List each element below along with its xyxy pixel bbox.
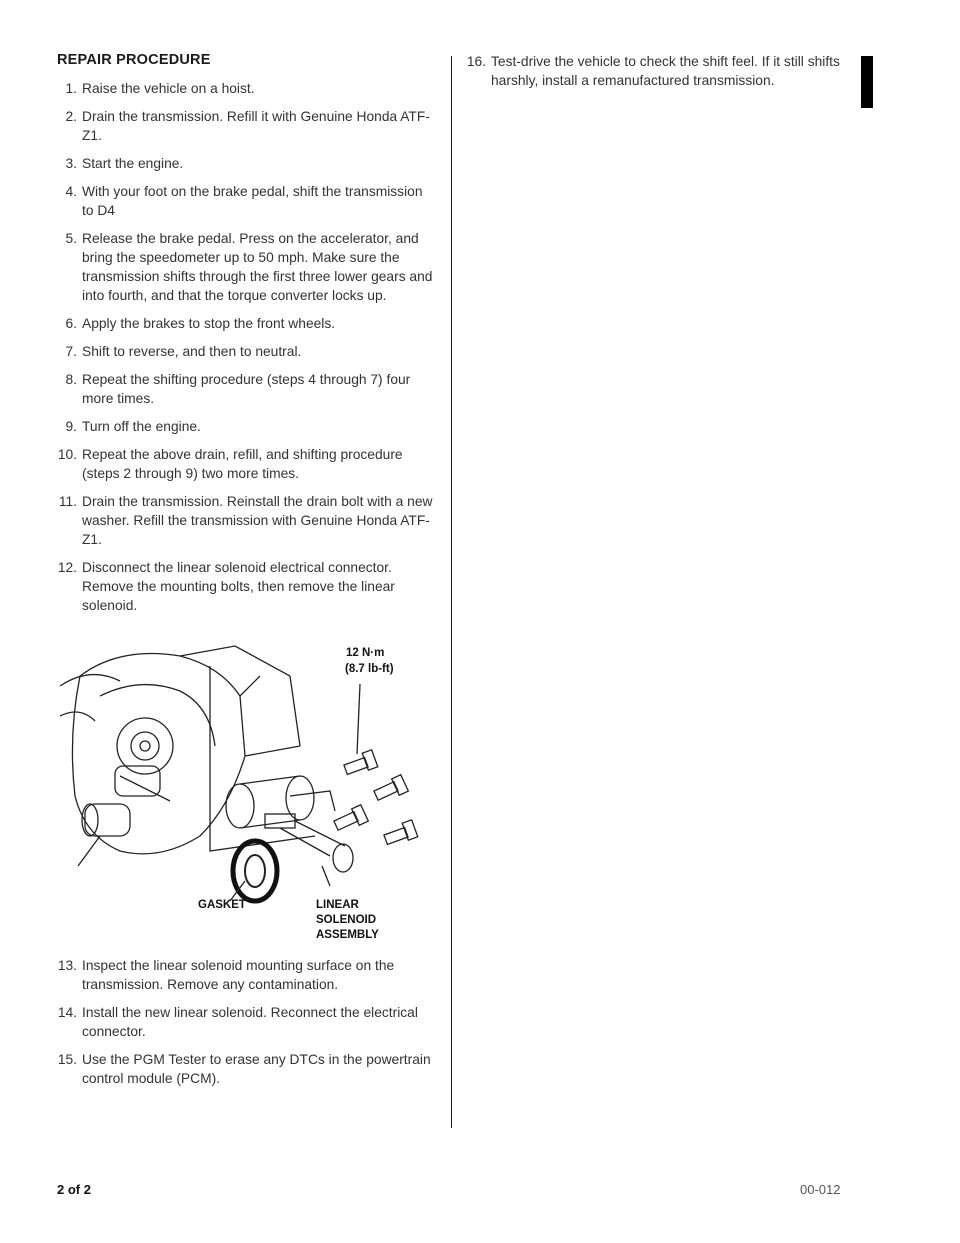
step-number: 7. [65,344,77,359]
list-item [57,956,437,994]
column-divider [451,56,452,1128]
step-number: 13. [57,958,77,973]
step-number: 5. [65,231,77,246]
step-text: Drain the transmission. Reinstall the drain bolt with a new washer. Refill the transmission with Genuine Honda ATF-Z1. [82,494,433,547]
step-text: Repeat the shifting procedure (steps 4 through 7) four more times. [82,372,411,406]
document-number: 00-012 [800,1182,841,1197]
step-number: 4. [65,184,77,199]
step-number: 14. [57,1005,77,1020]
list-item [57,107,437,145]
step-text: Test-drive the vehicle to check the shift feel. If it still shifts harshly, install a remanufactured transmission. [491,54,840,88]
solenoid-label-line2: SOLENOID [316,914,377,926]
step-number: 8. [65,372,77,387]
list-item [57,342,437,361]
list-item [57,314,437,333]
list-item [57,79,437,98]
step-number: 15. [57,1052,77,1067]
step-text: Start the engine. [82,156,184,171]
step-text: Repeat the above drain, refill, and shifting procedure (steps 2 through 9) two more times. [82,447,403,481]
step-number: 9. [65,419,77,434]
list-item [57,154,437,173]
step-number: 3. [65,156,77,171]
list-item [57,182,437,220]
list-item [57,1003,437,1041]
step-number: 2. [65,109,77,124]
list-item [466,52,851,90]
procedure-steps-list-1 [57,79,437,624]
step-number: 6. [65,316,77,331]
step-number: 16. [466,54,486,69]
step-text: Install the new linear solenoid. Reconnect the electrical connector. [82,1005,418,1039]
list-item [57,229,437,305]
list-item [57,492,437,549]
revision-bar [861,56,873,108]
page-number: 2 of 2 [57,1182,91,1197]
gasket-label: GASKET [198,899,246,911]
step-text: Inspect the linear solenoid mounting surface on the transmission. Remove any contamination. [82,958,395,992]
step-text: Drain the transmission. Refill it with Genuine Honda ATF-Z1. [82,109,430,143]
step-text: Shift to reverse, and then to neutral. [82,344,302,359]
step-text: Use the PGM Tester to erase any DTCs in the powertrain control module (PCM). [82,1052,431,1086]
step-number: 11. [58,494,77,509]
solenoid-label-line1: LINEAR [316,899,359,911]
solenoid-diagram [60,636,440,946]
step-text: With your foot on the brake pedal, shift the transmission to D4 [82,184,423,218]
torque-spec-value: 12 N·m [346,647,385,659]
step-text: Release the brake pedal. Press on the accelerator, and bring the speedometer up to 50 mph. Make sure the transmission shifts through the first three lower gears and into fourth, and that the torque converter locks up. [82,231,433,303]
step-text: Apply the brakes to stop the front wheels. [82,316,336,331]
list-item [57,370,437,408]
step-text: Turn off the engine. [82,419,201,434]
list-item [57,1050,437,1088]
step-text: Raise the vehicle on a hoist. [82,81,255,96]
procedure-steps-list-2 [57,956,437,1097]
solenoid-label-line3: ASSEMBLY [316,929,379,941]
procedure-steps-list-3 [466,52,851,90]
section-heading: REPAIR PROCEDURE [57,52,211,68]
step-text: Disconnect the linear solenoid electrical connector. Remove the mounting bolts, then remove the linear solenoid. [82,560,395,613]
list-item [57,558,437,615]
torque-spec-imperial: (8.7 lb-ft) [345,663,394,675]
step-number: 1. [65,81,77,96]
list-item [57,445,437,483]
list-item [57,417,437,436]
step-number: 10. [57,447,77,462]
step-number: 12. [57,560,77,575]
linear-solenoid-illustration [60,636,440,946]
